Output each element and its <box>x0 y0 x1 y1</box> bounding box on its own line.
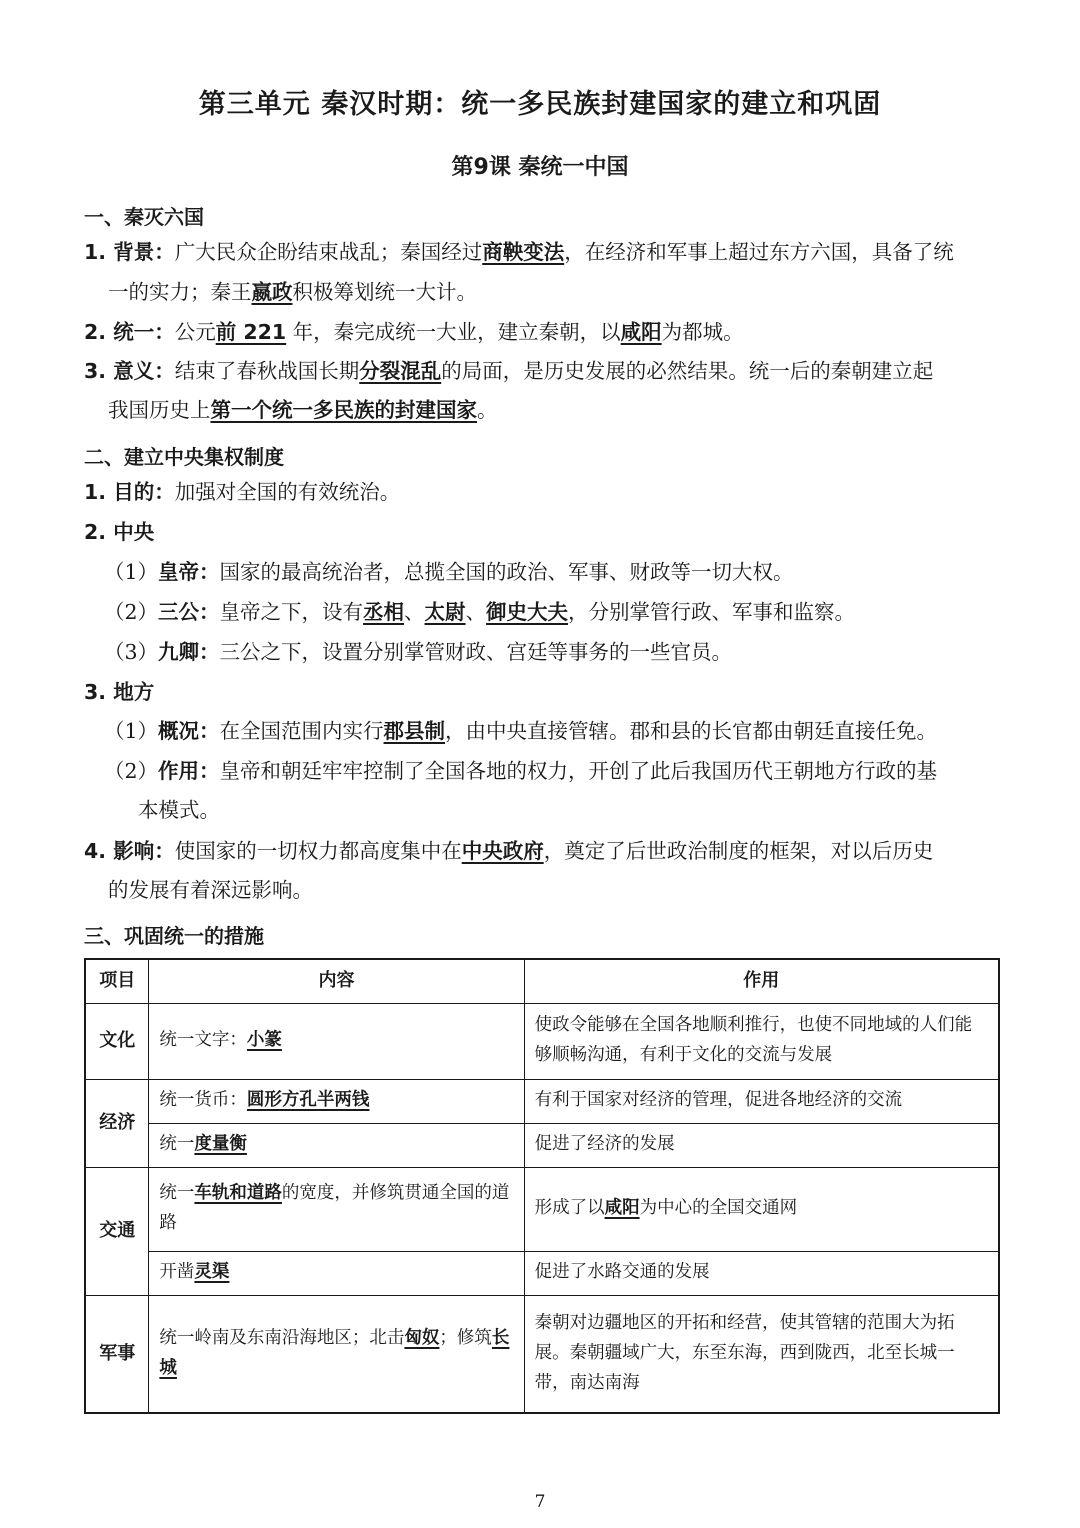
s1-item3-line1 <box>84 361 933 382</box>
num: （1） <box>104 719 159 743</box>
section-heading-3: 三、巩固统一的措施 <box>84 924 264 948</box>
keyword: 分裂混乱 <box>359 359 442 383</box>
text: ，在经济和军事上超过东方六国，具备了统 <box>564 240 954 264</box>
effect-cell: 促进了经济的发展 <box>524 1123 999 1167</box>
s2-item4-label: 4. 影响： <box>84 839 175 863</box>
s2-item4-line2 <box>108 880 313 901</box>
keyword: 度量衡 <box>194 1134 247 1155</box>
table-header-row <box>85 959 999 1003</box>
text: 。 <box>477 398 498 422</box>
s2-item2-label: 2. 中央 <box>84 520 155 544</box>
text: 的局面，是历史发展的必然结果。统一后的秦朝建立起 <box>441 359 934 383</box>
s2-sub5-line1 <box>104 761 937 782</box>
keyword: 咸阳 <box>620 320 662 344</box>
s2-sub4 <box>104 721 937 742</box>
text: 本模式。 <box>138 798 220 822</box>
cat-economy: 经济 <box>85 1079 149 1167</box>
keyword: 小篆 <box>246 1030 282 1051</box>
measures-table <box>84 958 1000 1414</box>
text: 皇帝之下，设有 <box>219 600 364 624</box>
content-cell <box>149 1295 524 1413</box>
content-cell <box>149 1003 524 1079</box>
content-cell <box>149 1251 524 1295</box>
text: 统一文字： <box>159 1030 247 1051</box>
text: 国家的最高统治者，总揽全国的政治、军事、财政等一切大权。 <box>219 560 794 584</box>
text: 统一岭南及东南沿海地区；北击 <box>159 1328 405 1349</box>
text: 结束了春秋战国长期 <box>174 359 360 383</box>
cat-transport: 交通 <box>85 1167 149 1295</box>
sub-label: 三公： <box>158 600 220 624</box>
content-cell <box>149 1123 524 1167</box>
cat-military: 军事 <box>85 1295 149 1413</box>
s1-item2 <box>84 322 744 343</box>
header-effect: 作用 <box>524 959 999 1003</box>
sub-label: 作用： <box>158 759 220 783</box>
num: （1） <box>104 560 159 584</box>
keyword: 长城 <box>159 1328 510 1378</box>
s2-item1-label: 1. 目的： <box>84 480 175 504</box>
effect-cell: 使政令能够在全国各地顺利推行，也使不同地域的人们能够顺畅沟通，有利于文化的交流与发展 <box>524 1003 999 1079</box>
header-content: 内容 <box>149 959 524 1003</box>
section-heading-2: 二、建立中央集权制度 <box>84 445 284 469</box>
table-row-economy-2 <box>85 1123 999 1167</box>
s2-item3-label: 3. 地方 <box>84 680 155 704</box>
text: 的宽度，并修筑贯通全国的道路 <box>159 1183 510 1234</box>
s1-item1-line2 <box>108 282 477 303</box>
text: 加强对全国的有效统治。 <box>174 480 401 504</box>
text: ，奠定了后世政治制度的框架，对以后历史 <box>543 839 934 863</box>
s1-item3-line2 <box>108 400 498 421</box>
text: 形成了以 <box>534 1198 605 1219</box>
text: 为都城。 <box>661 320 744 344</box>
text: 统一 <box>159 1183 195 1204</box>
content-cell <box>149 1167 524 1251</box>
s2-sub1 <box>104 562 794 583</box>
text: ，由中央直接管辖。郡和县的长官都由朝廷直接任免。 <box>445 719 938 743</box>
text: 的发展有着深远影响。 <box>108 878 313 902</box>
s2-item4-line1 <box>84 841 933 862</box>
unit-title: 第三单元 秦汉时期：统一多民族封建国家的建立和巩固 <box>198 89 882 120</box>
effect-cell: 秦朝对边疆地区的开拓和经营，使其管辖的范围大为拓展。秦朝疆域广大，东至东海，西到陇西，北至长城一带，南达南海 <box>524 1295 999 1413</box>
keyword: 郡县制 <box>383 719 446 743</box>
s1-item1-line1 <box>84 242 954 263</box>
s2-item3 <box>84 682 154 703</box>
header-item: 项目 <box>85 959 149 1003</box>
text: 、 <box>404 600 425 624</box>
s1-item2-label: 2. 统一： <box>84 320 175 344</box>
s2-sub3 <box>104 642 732 663</box>
text: 年，秦完成统一大业，建立秦朝，以 <box>286 320 621 344</box>
keyword: 商鞅变法 <box>482 240 565 264</box>
keyword: 前 221 <box>215 320 287 344</box>
table-row-culture <box>85 1003 999 1079</box>
num: （2） <box>104 759 159 783</box>
keyword: 车轨和道路 <box>194 1183 282 1204</box>
keyword: 圆形方孔半两钱 <box>246 1090 370 1111</box>
table-row-transport-2 <box>85 1251 999 1295</box>
keyword: 匈奴 <box>404 1328 440 1349</box>
table-row-transport-1 <box>85 1167 999 1251</box>
s2-sub5-line2 <box>138 800 220 821</box>
table-row-military <box>85 1295 999 1413</box>
text: 皇帝和朝廷牢牢控制了全国各地的权力，开创了此后我国历代王朝地方行政的基 <box>219 759 938 783</box>
keyword: 中央政府 <box>461 839 544 863</box>
num: （2） <box>104 600 159 624</box>
text: 我国历史上 <box>108 398 211 422</box>
text: 广大民众企盼结束战乱；秦国经过 <box>174 240 483 264</box>
keyword: 御史大夫 <box>486 600 569 624</box>
keyword: 咸阳 <box>604 1198 640 1219</box>
sub-label: 皇帝： <box>158 560 220 584</box>
sub-label: 概况： <box>158 719 220 743</box>
text: 积极筹划统一大计。 <box>292 280 477 304</box>
text: ；修筑 <box>439 1328 492 1349</box>
keyword: 丞相 <box>363 600 405 624</box>
section-heading-1: 一、秦灭六国 <box>84 205 204 229</box>
keyword: 太尉 <box>424 600 466 624</box>
keyword: 灵渠 <box>194 1262 230 1283</box>
text: ，分别掌管行政、军事和监察。 <box>568 600 856 624</box>
effect-cell: 有利于国家对经济的管理，促进各地经济的交流 <box>524 1079 999 1123</box>
text: 在全国范围内实行 <box>219 719 384 743</box>
text: 三公之下，设置分别掌管财政、宫廷等事务的一些官员。 <box>219 640 733 664</box>
keyword: 第一个统一多民族的封建国家 <box>210 398 477 422</box>
text: 为中心的全国交通网 <box>639 1198 798 1219</box>
s2-item2 <box>84 522 154 543</box>
text: 、 <box>465 600 487 624</box>
lesson-title: 第9课 秦统一中国 <box>451 155 629 180</box>
text: 使国家的一切权力都高度集中在 <box>174 839 462 863</box>
cat-culture: 文化 <box>85 1003 149 1079</box>
effect-cell: 促进了水路交通的发展 <box>524 1251 999 1295</box>
text: 统一货币： <box>159 1090 247 1111</box>
s1-item3-label: 3. 意义： <box>84 359 175 383</box>
text: 开凿 <box>159 1262 195 1283</box>
keyword: 嬴政 <box>251 280 293 304</box>
page-number: 7 <box>534 1492 546 1512</box>
num: （3） <box>104 640 159 664</box>
text: 公元 <box>174 320 216 344</box>
s2-sub2 <box>104 602 855 623</box>
content-cell <box>149 1079 524 1123</box>
sub-label: 九卿： <box>158 640 220 664</box>
s1-item1-label: 1. 背景： <box>84 240 175 264</box>
s2-item1 <box>84 482 400 503</box>
table-row-economy-1 <box>85 1079 999 1123</box>
effect-cell <box>524 1167 999 1251</box>
text: 统一 <box>159 1134 195 1155</box>
text: 一的实力；秦王 <box>108 280 252 304</box>
